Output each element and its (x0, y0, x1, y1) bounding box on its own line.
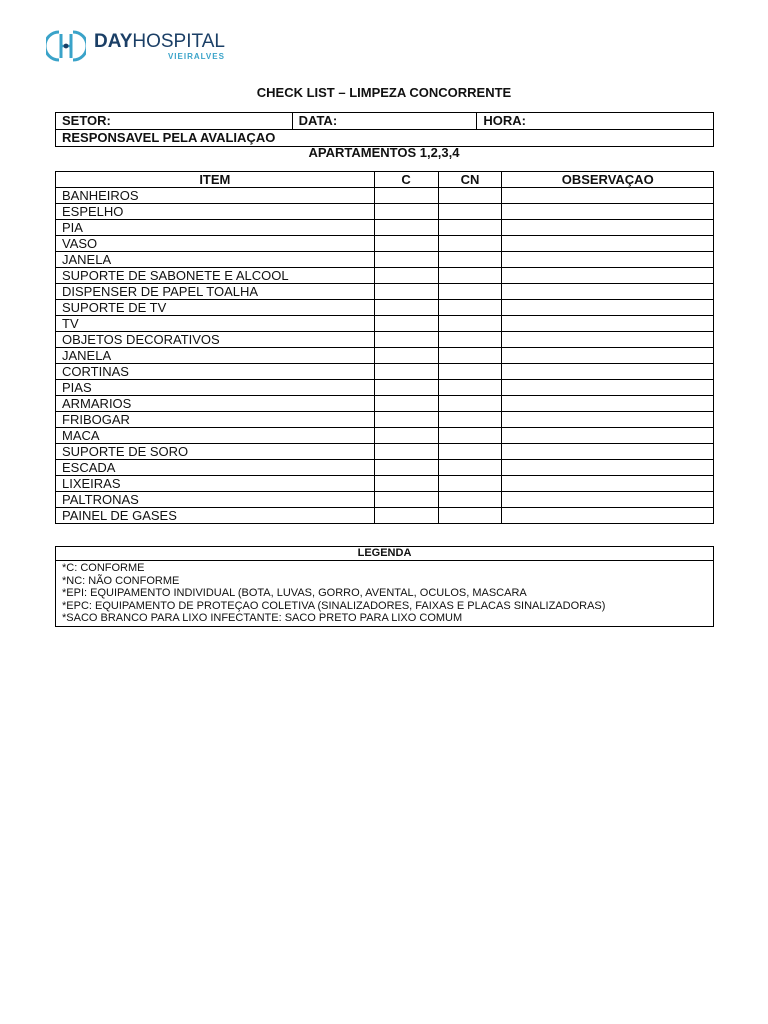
table-row (56, 380, 714, 396)
table-row (56, 220, 714, 236)
table-row (56, 188, 714, 204)
cn-cell[interactable] (438, 492, 502, 508)
c-cell[interactable] (374, 188, 438, 204)
observacao-cell[interactable] (502, 284, 714, 300)
c-cell[interactable] (374, 460, 438, 476)
c-cell[interactable] (374, 444, 438, 460)
cn-cell[interactable] (438, 252, 502, 268)
observacao-cell[interactable] (502, 364, 714, 380)
c-cell[interactable] (374, 220, 438, 236)
data-field[interactable]: DATA: (292, 113, 477, 130)
item-cell: ESPELHO (56, 204, 375, 220)
hospital-logo (46, 28, 225, 64)
cn-cell[interactable] (438, 508, 502, 524)
hora-field[interactable]: HORA: (477, 113, 714, 130)
item-cell: DISPENSER DE PAPEL TOALHA (56, 284, 375, 300)
item-cell: FRIBOGAR (56, 412, 375, 428)
c-cell[interactable] (374, 332, 438, 348)
item-cell: OBJETOS DECORATIVOS (56, 332, 375, 348)
cn-cell[interactable] (438, 396, 502, 412)
c-cell[interactable] (374, 428, 438, 444)
header-form-table (55, 112, 714, 147)
observacao-cell[interactable] (502, 460, 714, 476)
checklist-table (55, 171, 714, 524)
table-row (56, 396, 714, 412)
observacao-cell[interactable] (502, 204, 714, 220)
observacao-cell[interactable] (502, 444, 714, 460)
observacao-cell[interactable] (502, 252, 714, 268)
logo-brand-bold: DAY (94, 30, 133, 52)
cn-cell[interactable] (438, 236, 502, 252)
table-row (56, 252, 714, 268)
item-cell: VASO (56, 236, 375, 252)
observacao-cell[interactable] (502, 492, 714, 508)
cn-cell[interactable] (438, 380, 502, 396)
observacao-cell[interactable] (502, 476, 714, 492)
checklist-header-row (56, 172, 714, 188)
c-cell[interactable] (374, 508, 438, 524)
item-cell: PALTRONAS (56, 492, 375, 508)
item-cell: JANELA (56, 252, 375, 268)
page-title: CHECK LIST – LIMPEZA CONCORRENTE (256, 85, 512, 100)
item-cell: CORTINAS (56, 364, 375, 380)
item-cell: LIXEIRAS (56, 476, 375, 492)
observacao-cell[interactable] (502, 412, 714, 428)
observacao-cell[interactable] (502, 300, 714, 316)
legend-line: *NC: NÃO CONFORME (62, 574, 180, 587)
c-cell[interactable] (374, 252, 438, 268)
observacao-cell[interactable] (502, 508, 714, 524)
c-cell[interactable] (374, 348, 438, 364)
c-cell[interactable] (374, 412, 438, 428)
cn-cell[interactable] (438, 204, 502, 220)
item-cell: PIAS (56, 380, 375, 396)
item-cell: ESCADA (56, 460, 375, 476)
cn-cell[interactable] (438, 316, 502, 332)
observacao-cell[interactable] (502, 332, 714, 348)
table-row (56, 444, 714, 460)
observacao-cell[interactable] (502, 396, 714, 412)
observacao-cell[interactable] (502, 316, 714, 332)
c-cell[interactable] (374, 268, 438, 284)
observacao-cell[interactable] (502, 380, 714, 396)
observacao-cell[interactable] (502, 348, 714, 364)
item-cell: BANHEIROS (56, 188, 375, 204)
table-row (56, 412, 714, 428)
legend-line: *EPI: EQUIPAMENTO INDIVIDUAL (BOTA, LUVAS, GORRO, AVENTAL, OCULOS, MASCARA (62, 587, 527, 599)
c-cell[interactable] (374, 204, 438, 220)
legend-table (55, 546, 714, 627)
legend-content (56, 561, 714, 627)
table-row (56, 348, 714, 364)
item-cell: JANELA (56, 348, 375, 364)
item-cell: SUPORTE DE SORO (56, 444, 375, 460)
table-row (56, 268, 714, 284)
day-hospital-logo-icon (46, 28, 86, 64)
item-cell: SUPORTE DE TV (56, 300, 375, 316)
table-row (56, 204, 714, 220)
item-cell: PAINEL DE GASES (56, 508, 375, 524)
cn-cell[interactable] (438, 428, 502, 444)
observacao-cell[interactable] (502, 188, 714, 204)
observacao-cell[interactable] (502, 236, 714, 252)
cn-cell[interactable] (438, 412, 502, 428)
item-cell: PIA (56, 220, 375, 236)
cn-cell[interactable] (438, 300, 502, 316)
observacao-cell[interactable] (502, 220, 714, 236)
item-cell: TV (56, 316, 375, 332)
table-row (56, 508, 714, 524)
legend-line: *EPC: EQUIPAMENTO DE PROTEÇAO COLETIVA (SINALIZADORES, FAIXAS E PLACAS SINALIZADORAS) (62, 599, 606, 612)
column-header-observacao: OBSERVAÇAO (502, 172, 714, 188)
observacao-cell[interactable] (502, 428, 714, 444)
table-row (56, 492, 714, 508)
item-cell: ARMARIOS (56, 396, 375, 412)
table-row (56, 300, 714, 316)
table-row (56, 364, 714, 380)
table-row (56, 316, 714, 332)
c-cell[interactable] (374, 236, 438, 252)
legend-title: LEGENDA (56, 547, 714, 561)
legend-line: *SACO BRANCO PARA LIXO INFECTANTE: SACO PRETO PARA LIXO COMUM (62, 612, 463, 624)
c-cell[interactable] (374, 380, 438, 396)
legend-line: *C: CONFORME (62, 562, 145, 574)
item-cell: MACA (56, 428, 375, 444)
column-header-c: C (374, 172, 438, 188)
table-row (56, 236, 714, 252)
c-cell[interactable] (374, 364, 438, 380)
cn-cell[interactable] (438, 348, 502, 364)
table-row (56, 428, 714, 444)
table-row (56, 284, 714, 300)
c-cell[interactable] (374, 396, 438, 412)
c-cell[interactable] (374, 492, 438, 508)
cn-cell[interactable] (438, 268, 502, 284)
c-cell[interactable] (374, 284, 438, 300)
column-header-cn: CN (438, 172, 502, 188)
table-row (56, 460, 714, 476)
cn-cell[interactable] (438, 444, 502, 460)
cn-cell[interactable] (438, 460, 502, 476)
observacao-cell[interactable] (502, 268, 714, 284)
c-cell[interactable] (374, 316, 438, 332)
cn-cell[interactable] (438, 220, 502, 236)
cn-cell[interactable] (438, 188, 502, 204)
setor-field[interactable]: SETOR: (56, 113, 293, 130)
cn-cell[interactable] (438, 476, 502, 492)
c-cell[interactable] (374, 476, 438, 492)
c-cell[interactable] (374, 300, 438, 316)
logo-brand-rest: HOSPITAL (132, 30, 225, 52)
responsavel-field[interactable]: RESPONSAVEL PELA AVALIAÇAO (56, 130, 714, 147)
apartments-heading: APARTAMENTOS 1,2,3,4 (308, 145, 460, 160)
item-cell: SUPORTE DE SABONETE E ALCOOL (56, 268, 375, 284)
logo-subtitle: VIEIRALVES (167, 51, 225, 61)
column-header-item: ITEM (56, 172, 375, 188)
cn-cell[interactable] (438, 332, 502, 348)
table-row (56, 476, 714, 492)
cn-cell[interactable] (438, 284, 502, 300)
cn-cell[interactable] (438, 364, 502, 380)
table-row (56, 332, 714, 348)
